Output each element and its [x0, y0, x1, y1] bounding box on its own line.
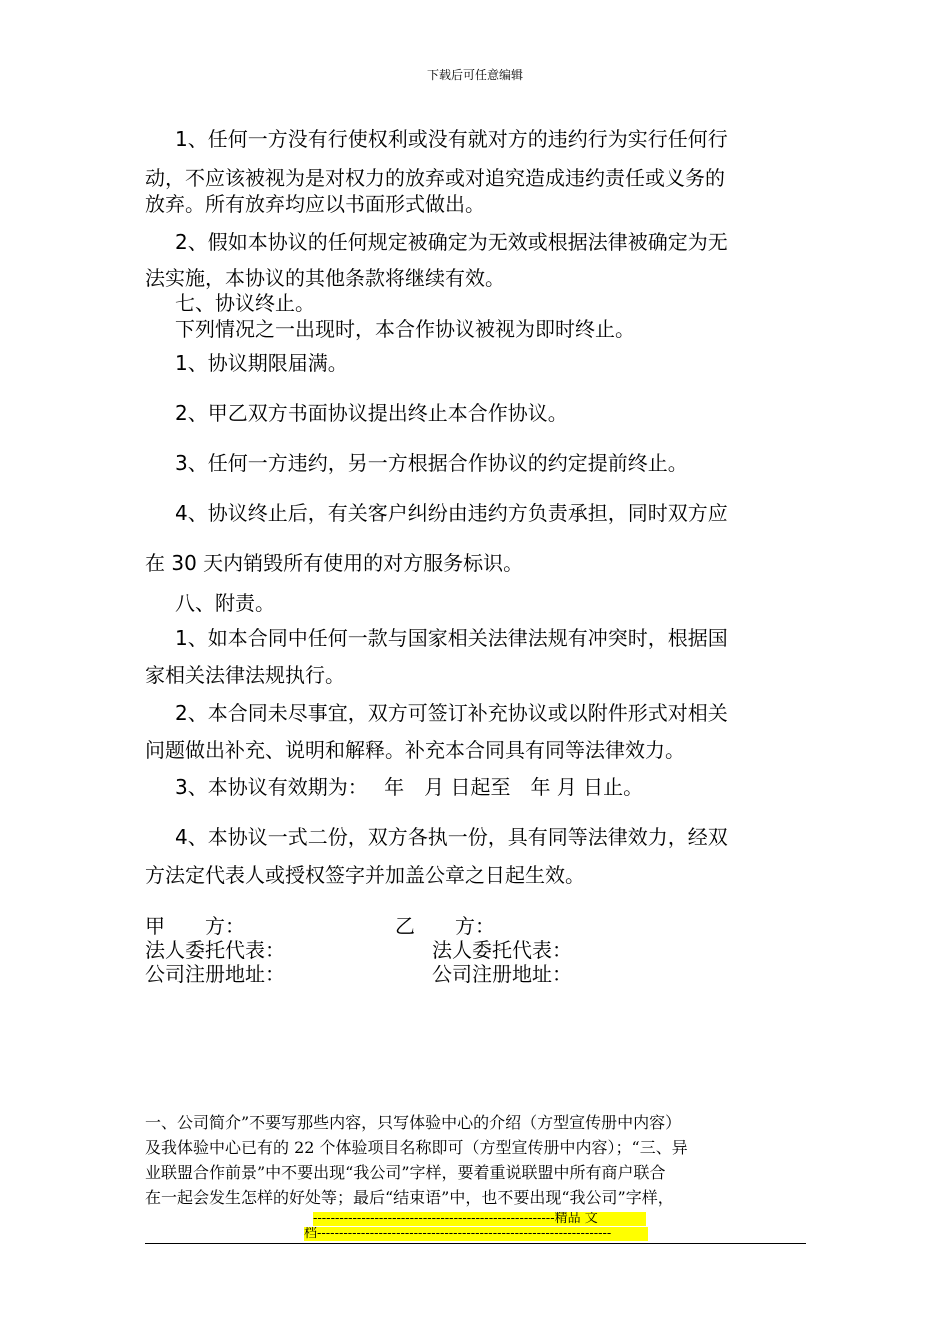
paragraph-line: 动，不应该被视为是对权力的放弃或对追究造成违约责任或义务的 — [145, 166, 725, 190]
paragraph-line: 2、假如本协议的任何规定被确定为无效或根据法律被确定为无 — [175, 230, 728, 254]
section-heading: 八、附责。 — [175, 591, 275, 615]
paragraph-line: 2、本合同未尽事宜，双方可签订补充协议或以附件形式对相关 — [175, 701, 728, 725]
paragraph-line: 3、本协议有效期为： 年 月 日起至 年 月 日止。 — [175, 775, 644, 799]
footer-highlight-line: 档------------------------------------------------------------------- — [304, 1227, 648, 1241]
section-heading: 七、协议终止。 — [175, 291, 315, 315]
paragraph-line: 1、协议期限届满。 — [175, 351, 348, 375]
paragraph-line: 问题做出补充、说明和解释。补充本合同具有同等法律效力。 — [145, 738, 685, 762]
paragraph-line: 方法定代表人或授权签字并加盖公章之日起生效。 — [145, 863, 585, 887]
party-b-label: 乙 方： — [395, 914, 495, 938]
paragraph-line: 法实施，本协议的其他条款将继续有效。 — [145, 266, 505, 290]
note-line: 及我体验中心已有的 22 个体验项目名称即可（方型宣传册中内容）；“三、异 — [145, 1138, 688, 1157]
paragraph-line: 2、甲乙双方书面协议提出终止本合作协议。 — [175, 401, 568, 425]
paragraph-line: 1、任何一方没有行使权利或没有就对方的违约行为实行任何行 — [175, 127, 728, 151]
paragraph-line: 在 30 天内销毁所有使用的对方服务标识。 — [145, 551, 524, 575]
party-a-address-label: 公司注册地址： — [145, 962, 285, 986]
party-a-representative-label: 法人委托代表： — [145, 938, 285, 962]
party-a-label: 甲 方： — [145, 914, 245, 938]
note-line: 在一起会发生怎样的好处等；最后“结束语”中，也不要出现“我公司”字样， — [145, 1188, 674, 1207]
footer-divider — [145, 1243, 806, 1244]
paragraph-line: 放弃。所有放弃均应以书面形式做出。 — [145, 192, 485, 216]
note-line: 一、公司简介”不要写那些内容，只写体验中心的介绍（方型宣传册中内容） — [145, 1113, 682, 1132]
note-line: 业联盟合作前景”中不要出现“我公司”字样，要着重说联盟中所有商户联合 — [145, 1163, 666, 1182]
paragraph-line: 3、任何一方违约，另一方根据合作协议的约定提前终止。 — [175, 451, 688, 475]
party-b-address-label: 公司注册地址： — [432, 962, 572, 986]
footer-highlight-line: -------------------------------------------------------精品 文 — [313, 1212, 646, 1226]
paragraph-line: 4、协议终止后，有关客户纠纷由违约方负责承担，同时双方应 — [175, 501, 728, 525]
party-b-representative-label: 法人委托代表： — [432, 938, 572, 962]
paragraph-line: 家相关法律法规执行。 — [145, 663, 345, 687]
paragraph-line: 1、如本合同中任何一款与国家相关法律法规有冲突时，根据国 — [175, 626, 728, 650]
paragraph-line: 4、本协议一式二份，双方各执一份，具有同等法律效力，经双 — [175, 825, 728, 849]
page-header: 下载后可任意编辑 — [426, 68, 523, 82]
paragraph-line: 下列情况之一出现时，本合作协议被视为即时终止。 — [175, 317, 635, 341]
